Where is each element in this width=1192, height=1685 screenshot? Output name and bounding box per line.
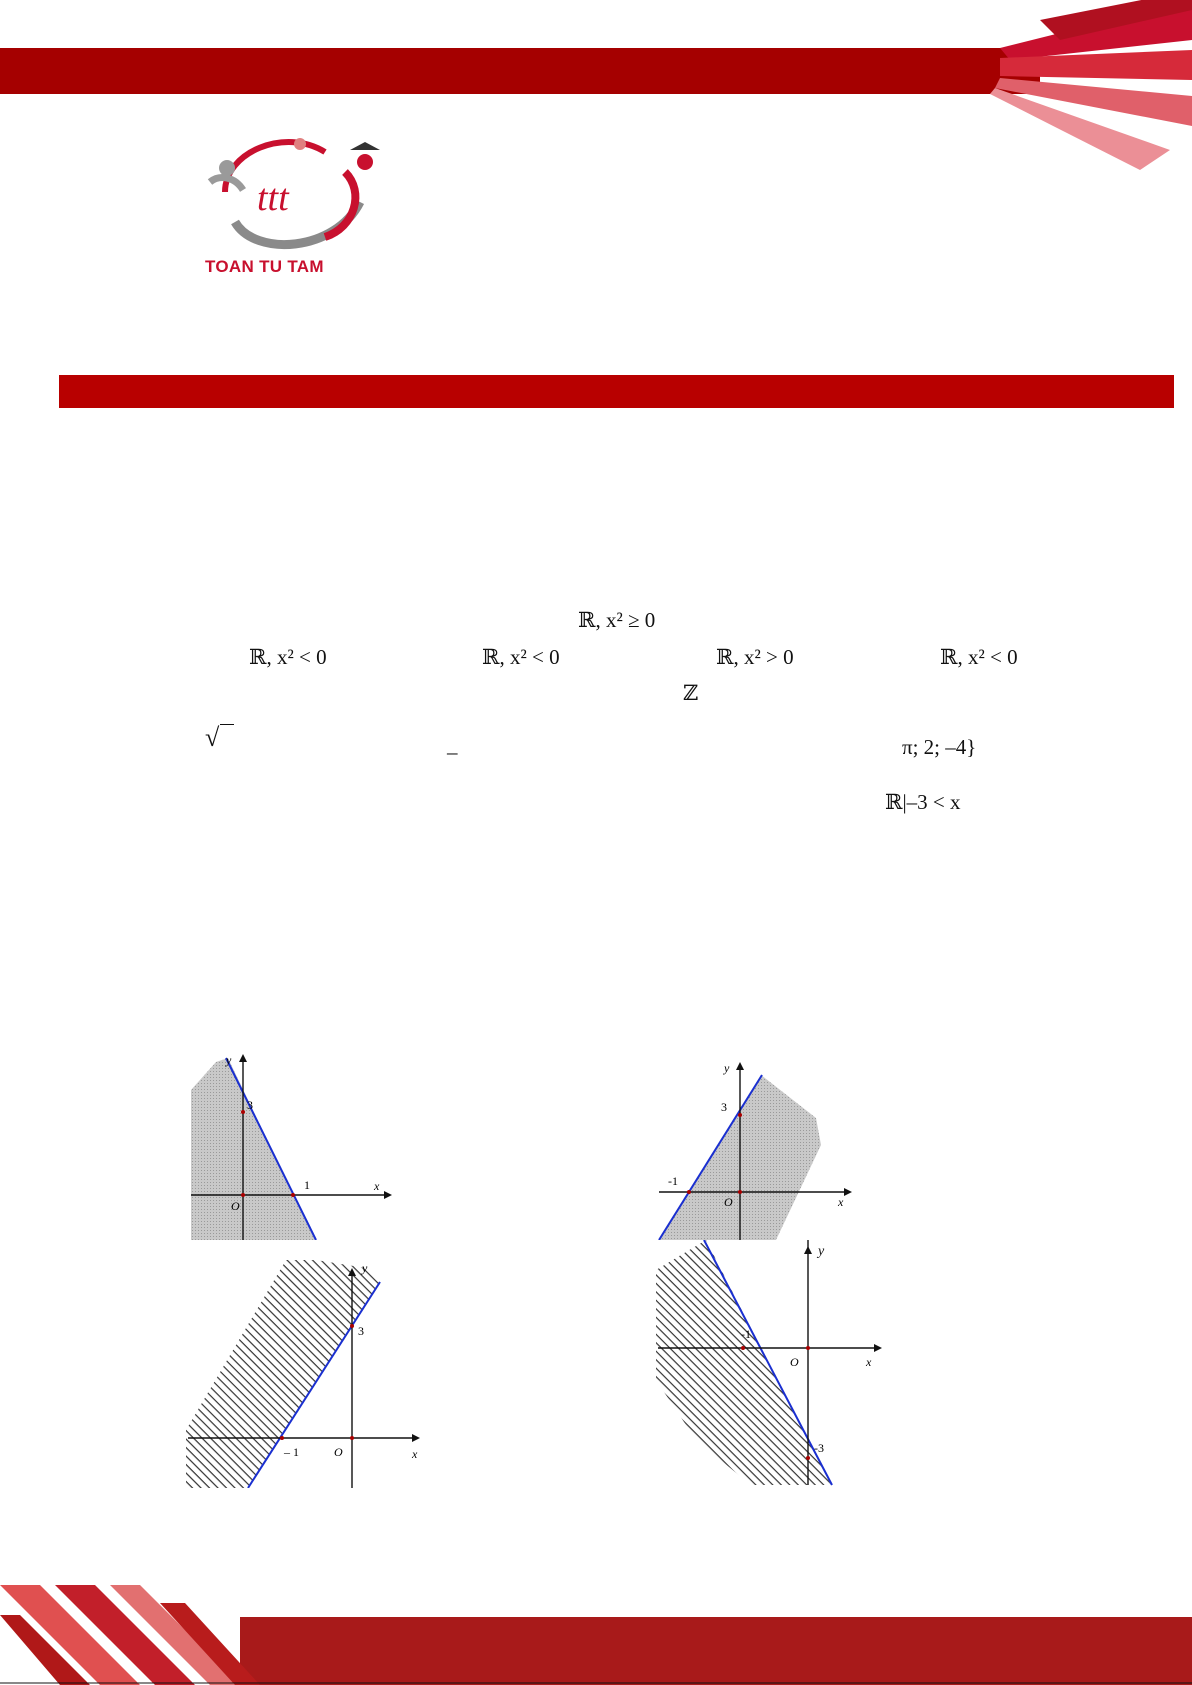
sqrt-symbol: √ (205, 723, 220, 752)
x-axis-arrow-icon (874, 1344, 882, 1352)
x-axis-label: x (374, 1179, 380, 1193)
y-axis-arrow-icon (239, 1054, 247, 1062)
header-band (0, 0, 1192, 180)
logo (205, 132, 385, 276)
section-bar (59, 375, 1174, 408)
option-d-math: ℝ, x² < 0 (940, 645, 1018, 669)
y-intercept-label: 3 (721, 1100, 727, 1114)
y-axis-label: y (226, 1053, 232, 1067)
interval-condition: ℝ|–3 < x (885, 790, 961, 814)
graph-4-y-axis-label: y (818, 1244, 825, 1259)
option-b-math: ℝ, x² < 0 (482, 645, 560, 669)
y-axis-label: y (362, 1261, 368, 1275)
origin-label: O (231, 1199, 240, 1213)
y-axis-label: y (724, 1061, 730, 1075)
x-axis-label: x (838, 1195, 844, 1209)
graph-4-y-arrow (800, 1244, 830, 1264)
logo-emblem-icon (205, 132, 385, 250)
y-intercept-label: -3 (814, 1441, 824, 1455)
x-axis-label: x (866, 1355, 872, 1369)
origin-label: O (724, 1195, 733, 1209)
x-intercept-label: – 1 (284, 1445, 299, 1459)
logo-monogram: ttt (257, 177, 289, 219)
option-a-math: ℝ, x² < 0 (249, 645, 327, 669)
footer-band (0, 1585, 1192, 1685)
x-axis-label: x (412, 1447, 418, 1461)
graph-1 (186, 1050, 396, 1240)
y-axis-arrow-icon (804, 1246, 812, 1254)
origin-label: O (790, 1355, 799, 1369)
math-statement: ℝ, x² ≥ 0 (578, 608, 656, 632)
graph-2 (656, 1058, 856, 1240)
shaded-region (191, 1058, 315, 1240)
option-c-math: ℝ, x² > 0 (716, 645, 794, 669)
shaded-region (656, 1240, 831, 1485)
set-elements: π; 2; –4} (902, 735, 977, 759)
origin-label: O (334, 1445, 343, 1459)
x-axis-arrow-icon (412, 1434, 420, 1442)
graph-3 (186, 1260, 426, 1488)
y-intercept-label: 3 (358, 1324, 364, 1338)
y-intercept-label: 3 (247, 1098, 253, 1112)
graph-4 (656, 1240, 896, 1490)
x-intercept-label: 1 (304, 1178, 310, 1192)
x-intercept-label: -1 (741, 1327, 751, 1341)
sqrt-overline (220, 724, 234, 725)
x-axis-arrow-icon (844, 1188, 852, 1196)
logo-text: TOAN TU TAM (205, 257, 324, 276)
minus-symbol: – (447, 740, 458, 764)
x-axis-arrow-icon (384, 1191, 392, 1199)
x-intercept-label: -1 (668, 1174, 678, 1188)
y-axis-arrow-icon (736, 1062, 744, 1070)
integer-set-symbol: ℤ (683, 681, 699, 705)
